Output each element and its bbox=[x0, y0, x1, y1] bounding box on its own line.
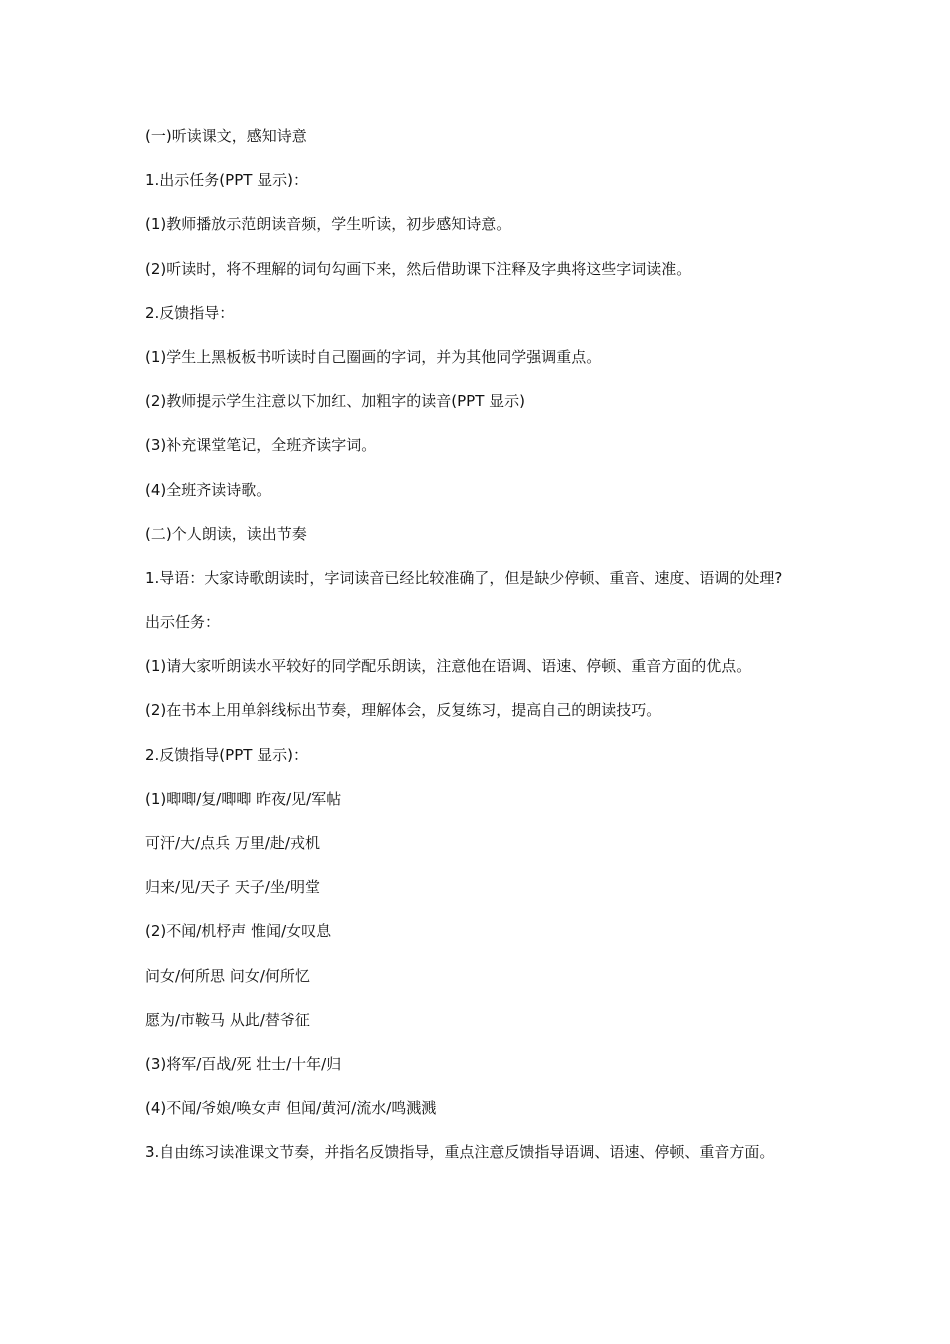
paragraph: (4)全班齐读诗歌。 bbox=[145, 480, 272, 499]
poem-line: 愿为/市鞍马 从此/替爷征 bbox=[145, 1010, 310, 1029]
paragraph: (2)在书本上用单斜线标出节奏，理解体会，反复练习，提高自己的朗读技巧。 bbox=[145, 701, 662, 720]
paragraph: 2.反馈指导(PPT 显示)： bbox=[145, 745, 309, 764]
paragraph: 2.反馈指导： bbox=[145, 303, 235, 322]
paragraph: (2)教师提示学生注意以下加红、加粗字的读音(PPT 显示) bbox=[145, 392, 525, 411]
document-body bbox=[145, 124, 815, 1185]
paragraph: (1)请大家听朗读水平较好的同学配乐朗读，注意他在语调、语速、停顿、重音方面的优点。 bbox=[145, 657, 752, 676]
paragraph: 出示任务： bbox=[145, 613, 221, 632]
paragraph: (3)补充课堂笔记，全班齐读字词。 bbox=[145, 436, 377, 455]
paragraph: (2)听读时，将不理解的词句勾画下来，然后借助课下注释及字典将这些字词读准。 bbox=[145, 259, 692, 278]
paragraph: 3.自由练习读准课文节奏，并指名反馈指导，重点注意反馈指导语调、语速、停顿、重音方面。 bbox=[145, 1143, 775, 1162]
poem-line: (4)不闻/爷娘/唤女声 但闻/黄河/流水/鸣溅溅 bbox=[145, 1099, 437, 1118]
paragraph: (1)教师播放示范朗读音频，学生听读，初步感知诗意。 bbox=[145, 215, 512, 234]
section-heading-1: (一)听读课文，感知诗意 bbox=[145, 127, 307, 145]
poem-line: 可汗/大/点兵 万里/赴/戎机 bbox=[145, 834, 320, 852]
paragraph: (1)学生上黑板板书听读时自己圈画的字词，并为其他同学强调重点。 bbox=[145, 347, 602, 366]
paragraph: 1.导语：大家诗歌朗读时，字词读音已经比较准确了，但是缺少停顿、重音、速度、语调的处理? bbox=[145, 568, 783, 587]
poem-line: (3)将军/百战/死 壮士/十年/归 bbox=[145, 1054, 342, 1073]
poem-line: 归来/见/天子 天子/坐/明堂 bbox=[145, 878, 320, 897]
poem-line: (2)不闻/机杼声 惟闻/女叹息 bbox=[145, 922, 332, 941]
poem-line: 问女/何所思 问女/何所忆 bbox=[145, 966, 310, 985]
poem-line: (1)唧唧/复/唧唧 昨夜/见/军帖 bbox=[145, 789, 342, 808]
paragraph: 1.出示任务(PPT 显示)： bbox=[145, 171, 309, 190]
section-heading-2: (二)个人朗读，读出节奏 bbox=[145, 524, 307, 543]
